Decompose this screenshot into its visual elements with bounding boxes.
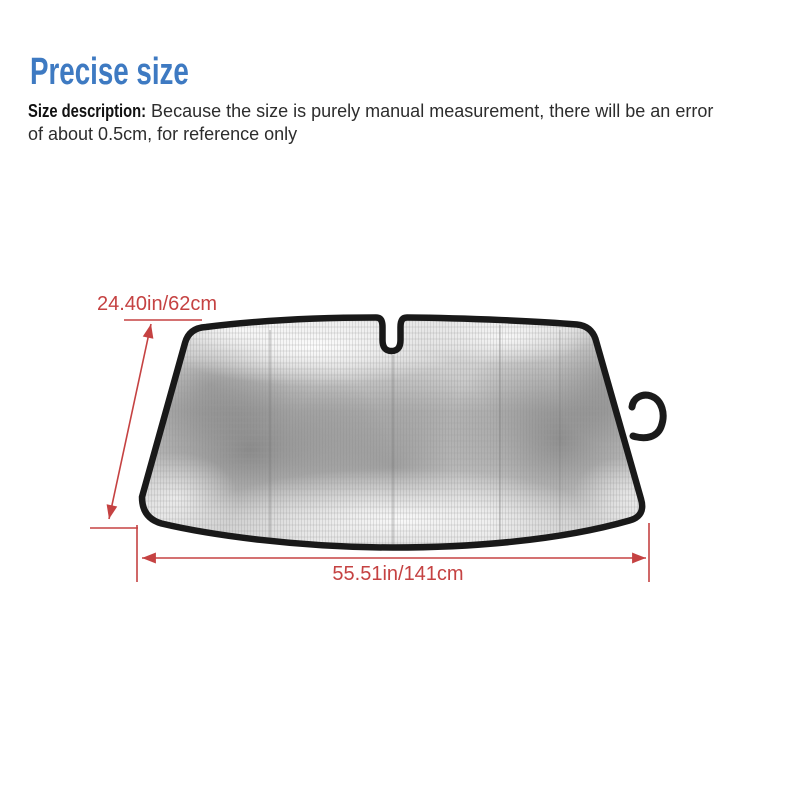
height-dimension-label: 24.40in/62cm [97, 293, 218, 315]
hang-strap-loop [632, 395, 663, 438]
width-dimension-label: 55.51in/141cm [332, 563, 464, 585]
size-description-label: Size description: [28, 101, 147, 121]
size-description-text: Because the size is purely manual measurement, there will be an error of about 0.5cm, for reference only [28, 101, 714, 144]
page-title: Precise size [30, 51, 189, 94]
